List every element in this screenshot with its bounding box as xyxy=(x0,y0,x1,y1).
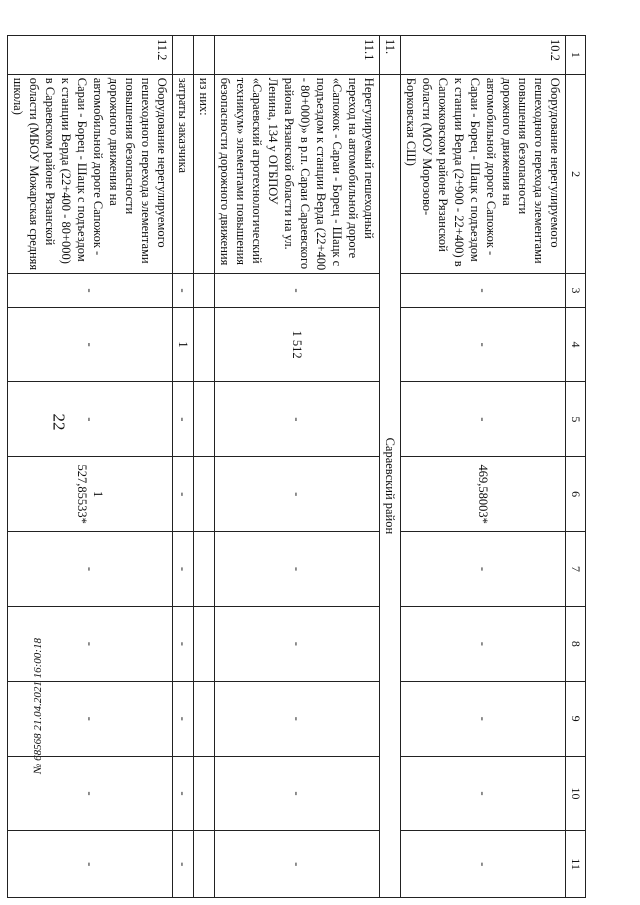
cell: - xyxy=(214,831,379,898)
cell: - xyxy=(400,606,565,681)
column-header: 8 xyxy=(565,606,585,681)
page-number: 22 xyxy=(49,413,69,431)
cell: - xyxy=(400,756,565,831)
row-number: 10.2 xyxy=(400,36,565,75)
row-number: 11. xyxy=(379,36,400,75)
cell: - xyxy=(172,457,193,532)
row-description: из них: xyxy=(193,74,214,274)
column-header: 4 xyxy=(565,307,585,382)
header-row xyxy=(565,36,585,898)
cell: - xyxy=(214,457,379,532)
document-signature: № 68568 21.04.2021 16:00:18 xyxy=(31,638,44,774)
cell: - xyxy=(214,274,379,307)
cell: - xyxy=(7,756,172,831)
cell: - xyxy=(172,532,193,607)
column-header: 6 xyxy=(565,457,585,532)
cell: - xyxy=(172,606,193,681)
row-number: 11.1 xyxy=(214,36,379,75)
cell: - xyxy=(400,382,565,457)
cell: - xyxy=(214,756,379,831)
column-header: 5 xyxy=(565,382,585,457)
row-description: Оборудование нерегулируемого пешеходного перехода элементами повышения безопасности дорожного движения на автомобильной дороге Сапожок - Сараи - Борец - Шацк с подъездом к станции Верда (22+400 - 80+000) в Сараевском районе Рязанской области (МБОУ Можарская средняя школа) xyxy=(7,74,172,274)
table-row xyxy=(172,36,193,898)
cell: - xyxy=(400,532,565,607)
document-table xyxy=(7,35,586,898)
row-number: 11.2 xyxy=(7,36,172,75)
cell: - xyxy=(400,681,565,756)
table-row xyxy=(193,36,214,898)
column-header: 1 xyxy=(565,36,585,75)
cell: - xyxy=(214,382,379,457)
table-row xyxy=(214,36,379,898)
cell: - xyxy=(7,831,172,898)
cell: - xyxy=(172,756,193,831)
column-header: 2 xyxy=(565,74,585,274)
cell: 1 512 xyxy=(214,307,379,382)
row-number xyxy=(172,36,193,75)
cell: - xyxy=(400,274,565,307)
column-header: 10 xyxy=(565,756,585,831)
column-header: 7 xyxy=(565,532,585,607)
cell: - xyxy=(172,274,193,307)
cell: - xyxy=(7,307,172,382)
cell: - xyxy=(400,307,565,382)
cell: - xyxy=(7,681,172,756)
section-row xyxy=(379,36,400,898)
cell: - xyxy=(172,831,193,898)
row-description: Нерегулируемый пешеходный переход на автомобильной дороге «Сапожок - Сараи - Борец - Шацк с подъездом к станции Верда (22+400 - 80+000)» в р.п. Сараи Сараевского района Рязанской области на ул. Ленина, 134 у ОГБПОУ «Сараевский агротехнологический техникум» элементами повышения безопасности дорожного движения xyxy=(214,74,379,274)
cell: - xyxy=(7,532,172,607)
cell: 1 527,85533* xyxy=(7,457,172,532)
cell: - xyxy=(7,606,172,681)
section-title: Сараевский район xyxy=(379,74,400,897)
cell: - xyxy=(214,681,379,756)
cell: - xyxy=(172,681,193,756)
cell: - xyxy=(7,382,172,457)
cell: 469,58003* xyxy=(400,457,565,532)
column-header: 9 xyxy=(565,681,585,756)
cell: 1 xyxy=(172,307,193,382)
column-header: 11 xyxy=(565,831,585,898)
row-number xyxy=(193,36,214,75)
row-description: затраты заказчика xyxy=(172,74,193,274)
cell: - xyxy=(214,606,379,681)
table-row xyxy=(400,36,565,898)
cell: - xyxy=(214,532,379,607)
cell: - xyxy=(172,382,193,457)
cell: - xyxy=(400,831,565,898)
row-description: Оборудование нерегулируемого пешеходного перехода элементами повышения безопасности дорожного движения на автомобильной дороге Сапожок - Сараи - Борец - Шацк с подъездом к станции Верда (2+900 - 22+400) в Сапожковском районе Рязанской области (МОУ Морозово-Борковская СШ) xyxy=(400,74,565,274)
column-header: 3 xyxy=(565,274,585,307)
cell: - xyxy=(7,274,172,307)
